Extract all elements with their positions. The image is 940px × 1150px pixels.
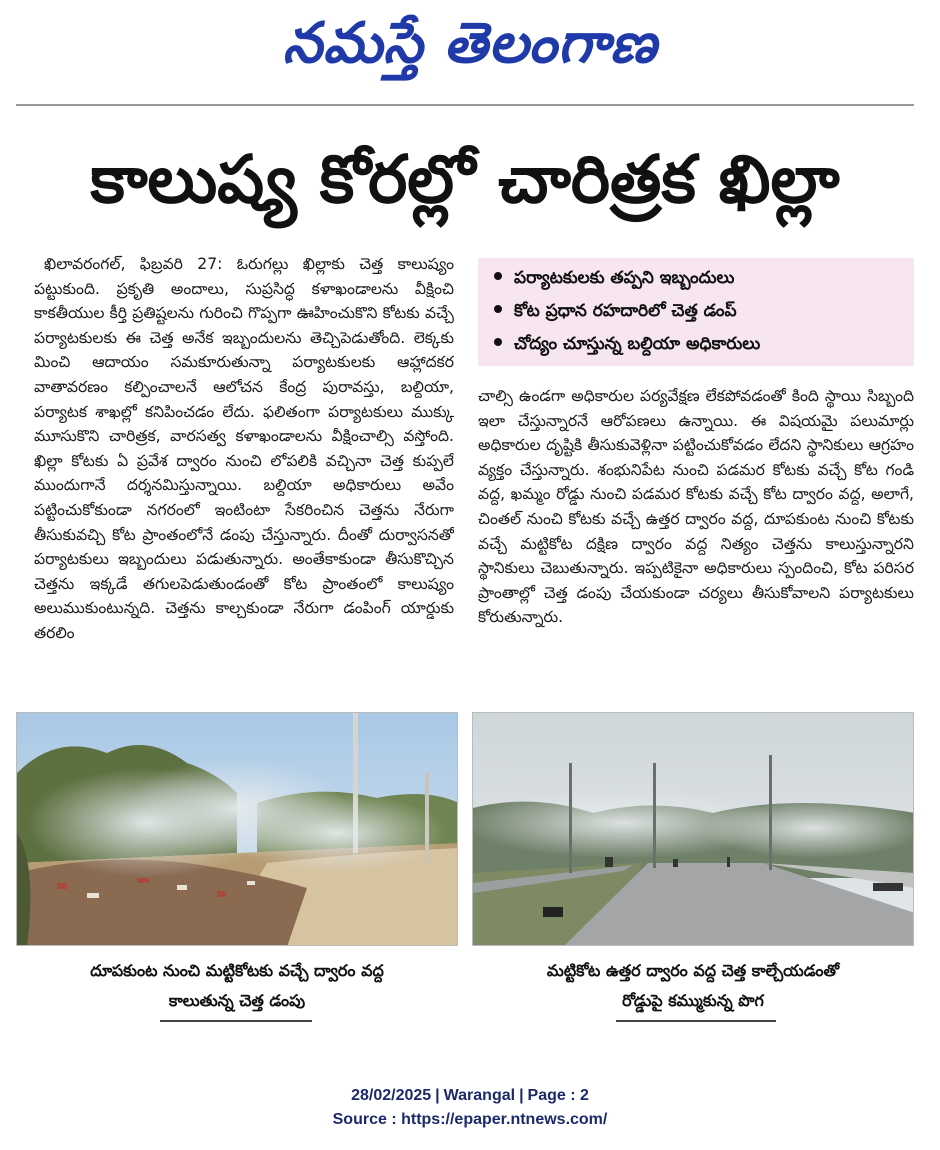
photo-smoke-on-road — [472, 712, 914, 946]
road-smoke-illustration — [473, 713, 914, 946]
footer-page: Page : 2 — [527, 1087, 589, 1104]
footer-source-link[interactable]: https://epaper.ntnews.com/ — [401, 1111, 608, 1128]
photo-burning-garbage-dump — [16, 712, 458, 946]
caption-underline — [160, 1020, 312, 1022]
article-column-left — [34, 252, 454, 692]
masthead — [0, 0, 940, 90]
bullet-icon — [494, 272, 502, 280]
caption-line: కాలుతున్న చెత్త డంపు — [168, 991, 306, 1010]
caption-underline — [616, 1020, 776, 1022]
highlight-item: చోద్యం చూస్తున్న బల్దియా అధికారులు — [494, 328, 898, 361]
footer-date: 28/02/2025 — [351, 1087, 432, 1104]
highlight-item: పర్యాటకులకు తప్పని ఇబ్బందులు — [494, 262, 898, 295]
highlights-list — [494, 262, 898, 361]
footer-edition: Warangal — [443, 1087, 516, 1104]
article-text-right: చాల్సి ఉండగా అధికారుల పర్యవేక్షణ లేకపోవడంతో కింది స్థాయి సిబ్బంది ఇలా చేస్తున్నారనే ఆరోపణలు ఉన్నాయి. ఈ విషయమై పలుమార్లు అధికారుల దృష్టికి తీసుకువెళ్లినా పట్టించుకోవడం లేదని స్థానికులు ఆగ్రహం వ్యక్తం చేస్తున్నారు. శంభునిపేట నుంచి పడమర కోటకు వచ్చే కోట గండి వద్ద, ఖమ్మం రోడ్డు నుంచి పడమర కోటకు వచ్చే కోట ద్వారం వద్ద, అలాగే, చింతల్ నుంచి కోటకు వచ్చే ఉత్తర ద్వారం వద్ద, దూపకుంట నుంచి కోటకు వచ్చే మట్టికోట దక్షిణ ద్వారం వద్ద నిత్యం చెత్తను కాలుస్తున్నారని స్థానికులు చెబుతున్నారు. ఇప్పటికైనా అధికారులు స్పందించి, కోట పరిసర ప్రాంతాల్లో చెత్త డంపు చేయకుండా చర్యలు తీసుకోవాలని పర్యాటకులు కోరుతున్నారు. — [478, 387, 914, 627]
footer-source-line — [0, 1108, 940, 1132]
page-footer — [0, 1084, 940, 1132]
footer-source-label: Source : — [332, 1111, 397, 1128]
photo-caption-right — [472, 956, 914, 1016]
photo-caption-left — [16, 956, 458, 1016]
article-text-left: ఖిలావరంగల్, ఫిబ్రవరి 27: ఓరుగల్లు ఖిల్లాకు చెత్త కాలుష్యం పట్టుకుంది. ప్రకృతి అందాలు, సుప్రసిద్ధ కళాఖండాలను వీక్షించి కాకతీయుల కీర్తి ప్రతిష్టలను గురించి గొప్పగా ఊహించుకొని కోటకు వచ్చే పర్యాటకులకు ఈ చెత్త అనేక ఇబ్బందులను తెచ్చిపెడుతోంది. లెక్కకు మించి ఆదాయం సమకూరుతున్నా పర్యాటకులకు ఆహ్లాదకర వాతావరణం కల్పించాలనే ఆలోచన కేంద్ర పురావస్తు, బల్దియా, పర్యాటక శాఖల్లో కనిపించడం లేదు. ఫలితంగా పర్యాటకులు ముక్కు మూసుకొని చారిత్రక, వారసత్వ కళాఖండాలను వీక్షించాల్సి వస్తోంది. ఖిల్లా కోటకు ఏ ప్రవేశ ద్వారం నుంచి లోపలికి వచ్చినా చెత్త కుప్పలే ముందుగానే దర్శనమిస్తున్నాయి. బల్దియా అధికారులు అవేం పట్టించుకోకుండా నగరంలో ఇంటింటా సేకరించిన చెత్తను నేరుగా తీసుకువచ్చి కోట ప్రాంతంలోనే డంపు చేస్తున్నారు. దీంతో దుర్వాసనతో పర్యాటకులు ఇబ్బందులు పడుతున్నారు. అంతేకాకుండా తీసుకొచ్చిన చెత్తను ఇక్కడే తగులపెడుతుండంతో కోట ప్రాంతంలో కాలుష్యం అలుముకుంటున్నది. చెత్తను కాల్చకుండా నేరుగా డంపింగ్ యార్డుకు తరలిం — [34, 255, 454, 642]
garbage-smoke-illustration — [17, 713, 458, 946]
article-headline: కాలుష్య కోరల్లో చారిత్రక ఖిల్లా — [90, 141, 840, 218]
newspaper-logo: నమస్తే తెలంగాణ — [282, 10, 658, 76]
caption-line: దూపకుంట నుంచి మట్టికోటకు వచ్చే ద్వారం వద్ద — [90, 961, 384, 980]
article-column-right — [478, 384, 914, 694]
masthead-divider — [16, 104, 914, 106]
highlight-item: కోట ప్రధాన రహదారిలో చెత్త డంప్ — [494, 295, 898, 328]
highlights-box — [478, 258, 914, 366]
footer-edition-line: 28/02/2025 | Warangal | Page : 2 — [351, 1087, 589, 1104]
bullet-icon — [494, 305, 502, 313]
bullet-icon — [494, 338, 502, 346]
caption-line: మట్టికోట ఉత్తర ద్వారం వద్ద చెత్త కాల్చేయడంతో — [546, 961, 840, 980]
caption-line: రోడ్డుపై కమ్ముకున్న పొగ — [622, 991, 764, 1010]
